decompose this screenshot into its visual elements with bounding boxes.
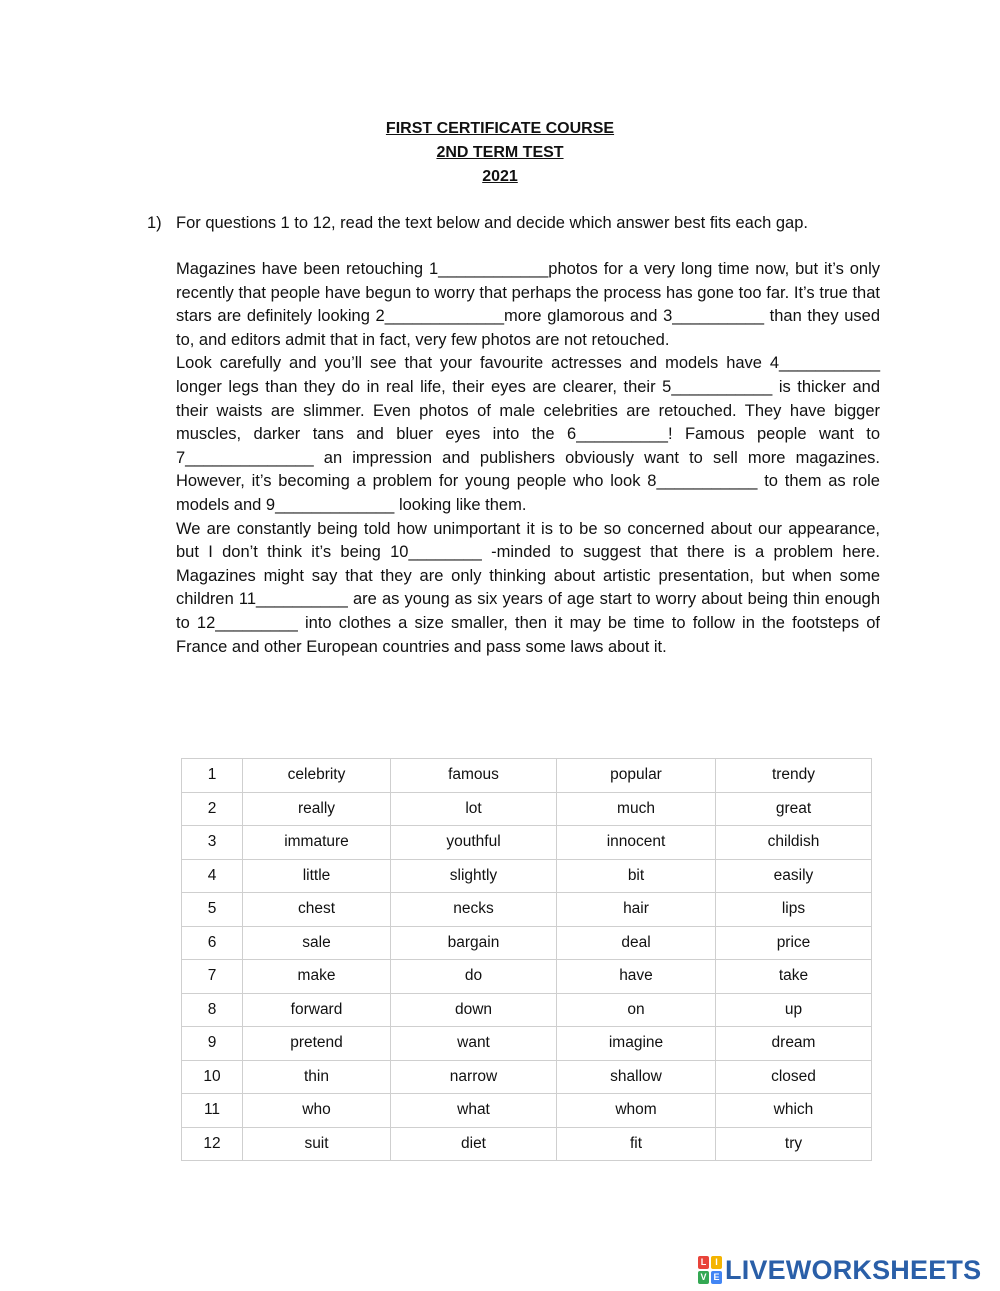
answer-option-cell: bit [557,859,716,893]
answer-option-cell: make [243,960,391,994]
answer-option-cell: closed [716,1060,872,1094]
answer-option-cell: popular [557,759,716,793]
question-number-cell: 6 [182,926,243,960]
logo-blocks-icon [698,1256,722,1284]
answer-option-cell: take [716,960,872,994]
answer-option-cell: slightly [391,859,557,893]
table-row [182,1027,872,1061]
table-row [182,1094,872,1128]
answer-option-cell: chest [243,893,391,927]
answer-option-cell: youthful [391,826,557,860]
answer-option-cell: thin [243,1060,391,1094]
answer-option-cell: want [391,1027,557,1061]
answer-option-cell: sale [243,926,391,960]
answer-option-cell: diet [391,1127,557,1161]
question-instruction [147,211,887,235]
table-row [182,893,872,927]
answer-option-cell: narrow [391,1060,557,1094]
answer-option-cell: innocent [557,826,716,860]
answer-option-cell: little [243,859,391,893]
answer-option-cell: necks [391,893,557,927]
test-title: 2ND TERM TEST [436,144,564,161]
answer-option-cell: try [716,1127,872,1161]
answer-option-cell: do [391,960,557,994]
passage-paragraph: Magazines have been retouching 1____________photos for a very long time now, but it’s only recently that people have begun to worry that perhaps the process has gone too far. It’s true that stars are definitely looking 2_____________more glamorous and 3__________ than they used to, and editors admit that in fact, very few photos are not retouched. [176,260,880,349]
table-row [182,960,872,994]
question-number-cell: 2 [182,792,243,826]
question-number-cell: 12 [182,1127,243,1161]
logo-block: L [698,1256,709,1269]
question-number-cell: 10 [182,1060,243,1094]
table-row [182,826,872,860]
answer-option-cell: price [716,926,872,960]
question-number: 1) [147,214,162,232]
answer-options-table [181,758,872,1161]
question-number-cell: 1 [182,759,243,793]
answer-option-cell: dream [716,1027,872,1061]
answer-option-cell: on [557,993,716,1027]
question-number-cell: 7 [182,960,243,994]
answer-option-cell: much [557,792,716,826]
answer-option-cell: celebrity [243,759,391,793]
question-number-cell: 11 [182,1094,243,1128]
table-row [182,993,872,1027]
answer-option-cell: what [391,1094,557,1128]
answer-option-cell: bargain [391,926,557,960]
answer-option-cell: who [243,1094,391,1128]
passage-paragraph: We are constantly being told how unimportant it is to be so concerned about our appearance, but I don’t think it’s being 10________ -minded to suggest that there is a problem here. Magazines might say that they are only thinking about artistic presentation, but when some children 11__________ are as young as six years of age start to worry about being thin enough to 12_________ into clothes a size smaller, then it may be time to follow in the footsteps of France and other European countries and pass some laws about it. [176,519,880,656]
table-row [182,926,872,960]
answer-option-cell: down [391,993,557,1027]
logo-block: E [711,1271,722,1284]
answer-option-cell: imagine [557,1027,716,1061]
question-number-cell: 3 [182,826,243,860]
table-row [182,1127,872,1161]
answer-option-cell: lips [716,893,872,927]
logo-block: I [711,1256,722,1269]
answer-option-cell: lot [391,792,557,826]
answer-option-cell: hair [557,893,716,927]
test-year: 2021 [482,168,518,185]
question-number-cell: 4 [182,859,243,893]
answer-option-cell: really [243,792,391,826]
answer-option-cell: have [557,960,716,994]
table-row [182,792,872,826]
answer-option-cell: suit [243,1127,391,1161]
answer-option-cell: famous [391,759,557,793]
instruction-text: For questions 1 to 12, read the text below and decide which answer best fits each gap. [176,214,808,232]
answer-option-cell: forward [243,993,391,1027]
question-number-cell: 9 [182,1027,243,1061]
answer-option-cell: easily [716,859,872,893]
answer-option-cell: trendy [716,759,872,793]
reading-passage [176,258,880,659]
question-number-cell: 8 [182,993,243,1027]
answer-option-cell: shallow [557,1060,716,1094]
question-number-cell: 5 [182,893,243,927]
passage-paragraph: Look carefully and you’ll see that your favourite actresses and models have 4___________ longer legs than they do in real life, their eyes are clearer, their 5___________ is thicker and their waists are slimmer. Even photos of male celebrities are retouched. They have bigger muscles, darker tans and bluer eyes into the 6__________! Famous people want to 7______________ an impression and publishers obviously want to sell more magazines. However, it’s becoming a problem for young people who look 8___________ to them as role models and 9_____________ looking like them. [176,354,880,514]
document-header [0,117,1000,189]
table-row [182,759,872,793]
answer-option-cell: great [716,792,872,826]
table-row [182,859,872,893]
answer-option-cell: up [716,993,872,1027]
logo-block: V [698,1271,709,1284]
answer-option-cell: pretend [243,1027,391,1061]
course-title: FIRST CERTIFICATE COURSE [385,120,615,137]
answer-option-cell: which [716,1094,872,1128]
liveworksheets-logo [698,1256,981,1284]
answer-option-cell: deal [557,926,716,960]
brand-text: LIVEWORKSHEETS [725,1254,982,1285]
answer-option-cell: childish [716,826,872,860]
answer-option-cell: whom [557,1094,716,1128]
answer-option-cell: fit [557,1127,716,1161]
answer-option-cell: immature [243,826,391,860]
table-row [182,1060,872,1094]
